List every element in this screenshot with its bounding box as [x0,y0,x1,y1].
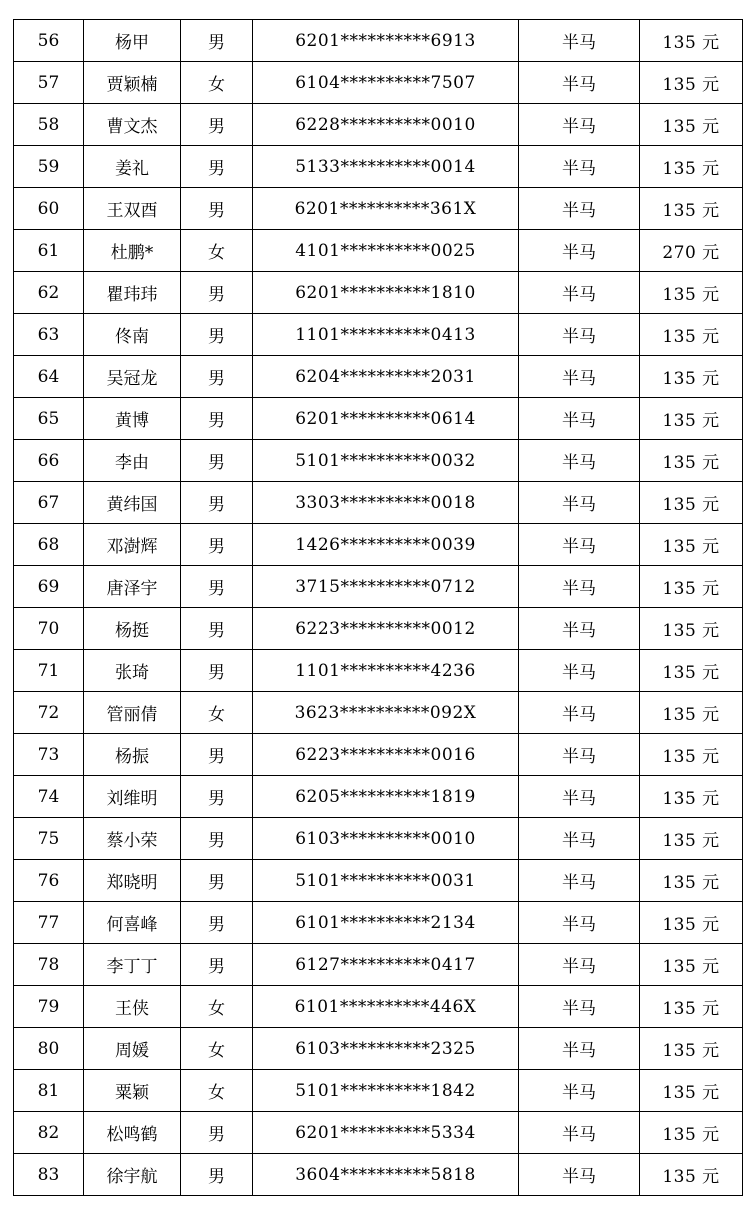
gender-cell: 男 [181,482,253,524]
id-number-cell: 3623**********092X [253,692,519,734]
event-cell: 半马 [519,944,640,986]
gender-cell: 男 [181,902,253,944]
gender-cell: 男 [181,314,253,356]
name-cell: 何喜峰 [84,902,181,944]
name-cell: 周媛 [84,1028,181,1070]
id-number-cell: 6228**********0010 [253,104,519,146]
id-number-cell: 6127**********0417 [253,944,519,986]
event-cell: 半马 [519,104,640,146]
id-number-cell: 5101**********0032 [253,440,519,482]
fee-cell: 135 元 [640,944,743,986]
name-cell: 杨振 [84,734,181,776]
row-number-cell: 61 [14,230,84,272]
fee-cell: 135 元 [640,20,743,62]
fee-cell: 135 元 [640,734,743,776]
row-number-cell: 80 [14,1028,84,1070]
fee-cell: 135 元 [640,356,743,398]
table-row [14,314,743,356]
row-number-cell: 59 [14,146,84,188]
gender-cell: 男 [181,20,253,62]
table-row [14,1070,743,1112]
table-row [14,482,743,524]
fee-cell: 135 元 [640,860,743,902]
gender-cell: 男 [181,398,253,440]
row-number-cell: 82 [14,1112,84,1154]
name-cell: 徐宇航 [84,1154,181,1196]
row-number-cell: 57 [14,62,84,104]
table-row [14,944,743,986]
name-cell: 黄纬国 [84,482,181,524]
table-row [14,272,743,314]
id-number-cell: 6223**********0016 [253,734,519,776]
table-row [14,734,743,776]
registration-table-body [14,20,743,1196]
gender-cell: 男 [181,734,253,776]
gender-cell: 男 [181,356,253,398]
id-number-cell: 5133**********0014 [253,146,519,188]
table-row [14,20,743,62]
gender-cell: 男 [181,650,253,692]
name-cell: 张琦 [84,650,181,692]
id-number-cell: 6103**********2325 [253,1028,519,1070]
id-number-cell: 6204**********2031 [253,356,519,398]
name-cell: 李丁丁 [84,944,181,986]
id-number-cell: 6201**********361X [253,188,519,230]
table-row [14,692,743,734]
fee-cell: 270 元 [640,230,743,272]
fee-cell: 135 元 [640,902,743,944]
name-cell: 松鸣鹤 [84,1112,181,1154]
registration-table [13,19,743,1196]
event-cell: 半马 [519,608,640,650]
id-number-cell: 1101**********4236 [253,650,519,692]
gender-cell: 男 [181,566,253,608]
id-number-cell: 6101**********446X [253,986,519,1028]
fee-cell: 135 元 [640,692,743,734]
name-cell: 刘维明 [84,776,181,818]
id-number-cell: 5101**********1842 [253,1070,519,1112]
table-row [14,62,743,104]
name-cell: 姜礼 [84,146,181,188]
row-number-cell: 62 [14,272,84,314]
name-cell: 瞿玮玮 [84,272,181,314]
fee-cell: 135 元 [640,62,743,104]
fee-cell: 135 元 [640,272,743,314]
event-cell: 半马 [519,818,640,860]
event-cell: 半马 [519,272,640,314]
event-cell: 半马 [519,1070,640,1112]
event-cell: 半马 [519,356,640,398]
row-number-cell: 64 [14,356,84,398]
id-number-cell: 1101**********0413 [253,314,519,356]
table-row [14,1154,743,1196]
event-cell: 半马 [519,1028,640,1070]
row-number-cell: 63 [14,314,84,356]
row-number-cell: 79 [14,986,84,1028]
fee-cell: 135 元 [640,188,743,230]
table-row [14,608,743,650]
event-cell: 半马 [519,1154,640,1196]
gender-cell: 男 [181,104,253,146]
event-cell: 半马 [519,902,640,944]
id-number-cell: 1426**********0039 [253,524,519,566]
table-row [14,776,743,818]
gender-cell: 男 [181,440,253,482]
row-number-cell: 56 [14,20,84,62]
event-cell: 半马 [519,314,640,356]
row-number-cell: 60 [14,188,84,230]
name-cell: 吴冠龙 [84,356,181,398]
fee-cell: 135 元 [640,440,743,482]
name-cell: 李由 [84,440,181,482]
table-row [14,440,743,482]
id-number-cell: 3303**********0018 [253,482,519,524]
event-cell: 半马 [519,20,640,62]
event-cell: 半马 [519,146,640,188]
table-row [14,566,743,608]
fee-cell: 135 元 [640,146,743,188]
fee-cell: 135 元 [640,650,743,692]
name-cell: 蔡小荣 [84,818,181,860]
id-number-cell: 3715**********0712 [253,566,519,608]
gender-cell: 女 [181,692,253,734]
fee-cell: 135 元 [640,314,743,356]
row-number-cell: 72 [14,692,84,734]
table-row [14,986,743,1028]
fee-cell: 135 元 [640,524,743,566]
row-number-cell: 70 [14,608,84,650]
fee-cell: 135 元 [640,1070,743,1112]
id-number-cell: 6223**********0012 [253,608,519,650]
table-row [14,188,743,230]
name-cell: 黄博 [84,398,181,440]
name-cell: 杨挺 [84,608,181,650]
row-number-cell: 65 [14,398,84,440]
gender-cell: 男 [181,608,253,650]
fee-cell: 135 元 [640,818,743,860]
row-number-cell: 83 [14,1154,84,1196]
fee-cell: 135 元 [640,482,743,524]
table-row [14,818,743,860]
name-cell: 郑晓明 [84,860,181,902]
row-number-cell: 81 [14,1070,84,1112]
fee-cell: 135 元 [640,1028,743,1070]
row-number-cell: 76 [14,860,84,902]
name-cell: 粟颖 [84,1070,181,1112]
name-cell: 管丽倩 [84,692,181,734]
id-number-cell: 4101**********0025 [253,230,519,272]
fee-cell: 135 元 [640,566,743,608]
event-cell: 半马 [519,692,640,734]
gender-cell: 女 [181,1028,253,1070]
row-number-cell: 69 [14,566,84,608]
table-row [14,398,743,440]
row-number-cell: 66 [14,440,84,482]
fee-cell: 135 元 [640,986,743,1028]
name-cell: 王侠 [84,986,181,1028]
gender-cell: 男 [181,818,253,860]
gender-cell: 男 [181,944,253,986]
table-row [14,650,743,692]
row-number-cell: 78 [14,944,84,986]
event-cell: 半马 [519,860,640,902]
id-number-cell: 6201**********0614 [253,398,519,440]
id-number-cell: 6201**********6913 [253,20,519,62]
row-number-cell: 74 [14,776,84,818]
gender-cell: 男 [181,188,253,230]
name-cell: 杜鹏* [84,230,181,272]
table-row [14,1028,743,1070]
row-number-cell: 68 [14,524,84,566]
id-number-cell: 5101**********0031 [253,860,519,902]
event-cell: 半马 [519,734,640,776]
gender-cell: 男 [181,524,253,566]
gender-cell: 男 [181,1154,253,1196]
gender-cell: 女 [181,62,253,104]
gender-cell: 男 [181,272,253,314]
id-number-cell: 6201**********5334 [253,1112,519,1154]
event-cell: 半马 [519,440,640,482]
name-cell: 杨甲 [84,20,181,62]
name-cell: 贾颖楠 [84,62,181,104]
event-cell: 半马 [519,482,640,524]
table-row [14,860,743,902]
id-number-cell: 6205**********1819 [253,776,519,818]
table-row [14,1112,743,1154]
event-cell: 半马 [519,1112,640,1154]
gender-cell: 男 [181,146,253,188]
row-number-cell: 71 [14,650,84,692]
fee-cell: 135 元 [640,776,743,818]
name-cell: 邓澍辉 [84,524,181,566]
event-cell: 半马 [519,398,640,440]
gender-cell: 男 [181,776,253,818]
id-number-cell: 3604**********5818 [253,1154,519,1196]
row-number-cell: 58 [14,104,84,146]
table-row [14,146,743,188]
gender-cell: 男 [181,860,253,902]
table-row [14,356,743,398]
event-cell: 半马 [519,776,640,818]
fee-cell: 135 元 [640,398,743,440]
row-number-cell: 75 [14,818,84,860]
fee-cell: 135 元 [640,104,743,146]
id-number-cell: 6104**********7507 [253,62,519,104]
row-number-cell: 77 [14,902,84,944]
event-cell: 半马 [519,566,640,608]
id-number-cell: 6201**********1810 [253,272,519,314]
fee-cell: 135 元 [640,1112,743,1154]
event-cell: 半马 [519,524,640,566]
gender-cell: 男 [181,1112,253,1154]
row-number-cell: 73 [14,734,84,776]
name-cell: 唐泽宇 [84,566,181,608]
fee-cell: 135 元 [640,608,743,650]
table-row [14,524,743,566]
name-cell: 王双酉 [84,188,181,230]
gender-cell: 女 [181,986,253,1028]
event-cell: 半马 [519,650,640,692]
id-number-cell: 6101**********2134 [253,902,519,944]
gender-cell: 女 [181,1070,253,1112]
event-cell: 半马 [519,62,640,104]
id-number-cell: 6103**********0010 [253,818,519,860]
table-row [14,230,743,272]
row-number-cell: 67 [14,482,84,524]
event-cell: 半马 [519,230,640,272]
name-cell: 曹文杰 [84,104,181,146]
table-row [14,104,743,146]
table-row [14,902,743,944]
gender-cell: 女 [181,230,253,272]
event-cell: 半马 [519,188,640,230]
fee-cell: 135 元 [640,1154,743,1196]
name-cell: 佟南 [84,314,181,356]
event-cell: 半马 [519,986,640,1028]
